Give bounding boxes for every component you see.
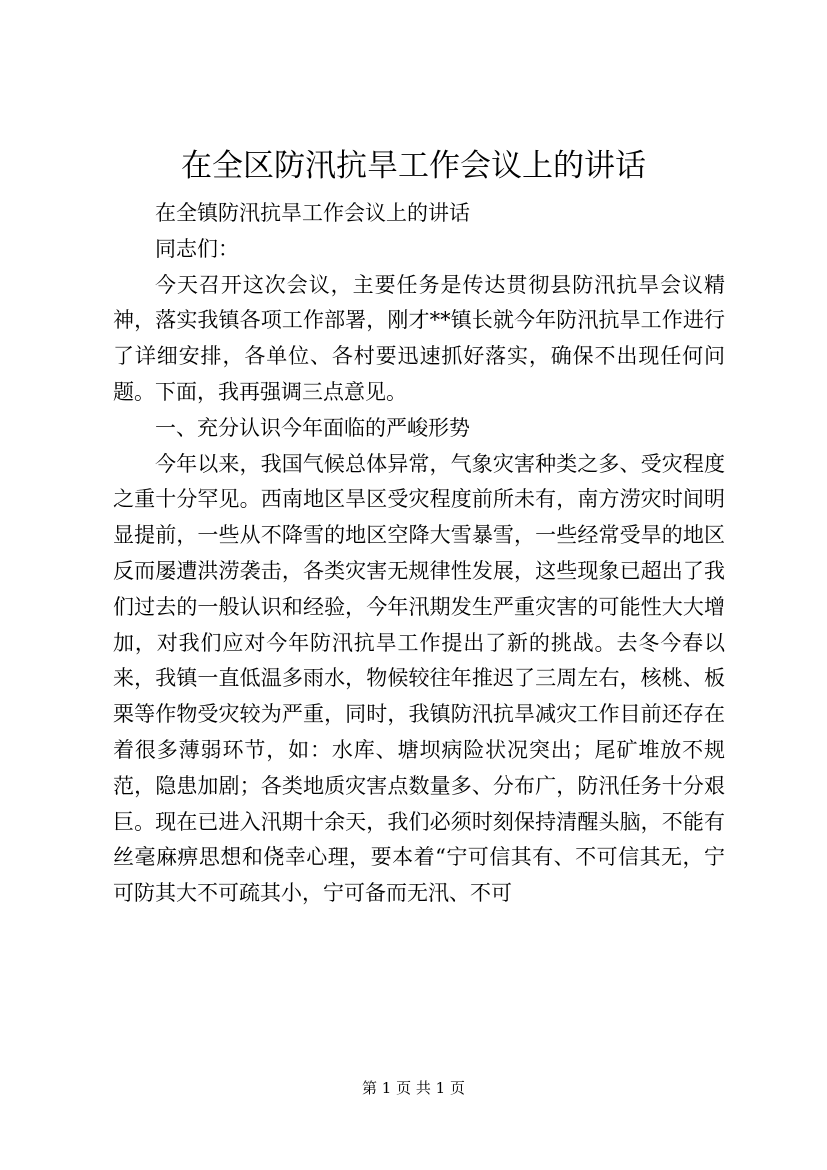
body-paragraph: 今年以来，我国气候总体异常，气象灾害种类之多、受灾程度之重十分罕见。西南地区旱区受灾程度前所未有，南方涝灾时间明显提前，一些从不降雪的地区空降大雪暴雪，一些经常受旱的地区反而屡遭洪涝袭击，各类灾害无规律性发展，这些现象已超出了我们过去的一般认识和经验，今年汛期发生严重灾害的可能性大大增加，对我们应对今年防汛抗旱工作提出了新的挑战。去冬今春以来，我镇一直低温多雨水，物候较往年推迟了三周左右，核桃、板栗等作物受灾较为严重，同时，我镇防汛抗旱减灾工作目前还存在着很多薄弱环节，如：水库、塘坝病险状况突出；尾矿堆放不规范，隐患加剧；各类地质灾害点数量多、分布广，防汛任务十分艰巨。现在已进入汛期十余天，我们必须时刻保持清醒头脑，不能有丝毫麻痹思想和侥幸心理，要本着“宁可信其有、不可信其无，宁可防其大不可疏其小，宁可备而无汛、不可: [113, 451, 725, 906]
document-title: 在全区防汛抗旱工作会议上的讲话: [181, 148, 646, 184]
page-footer: 第 1 页 共 1 页: [362, 1079, 465, 1097]
body-paragraph: 今天召开这次会议，主要任务是传达贯彻县防汛抗旱会议精神，落实我镇各项工作部署，刚才**镇长就今年防汛抗旱工作进行了详细安排，各单位、各村要迅速抓好落实，确保不出现任何问题。下面，我再强调三点意见。: [113, 272, 725, 404]
subtitle-paragraph: 在全镇防汛抗旱工作会议上的讲话: [155, 201, 470, 225]
document-body: [113, 196, 725, 912]
section-heading: 一、充分认识今年面临的严峻形势: [155, 415, 470, 440]
salutation-paragraph: 同志们：: [155, 236, 239, 261]
